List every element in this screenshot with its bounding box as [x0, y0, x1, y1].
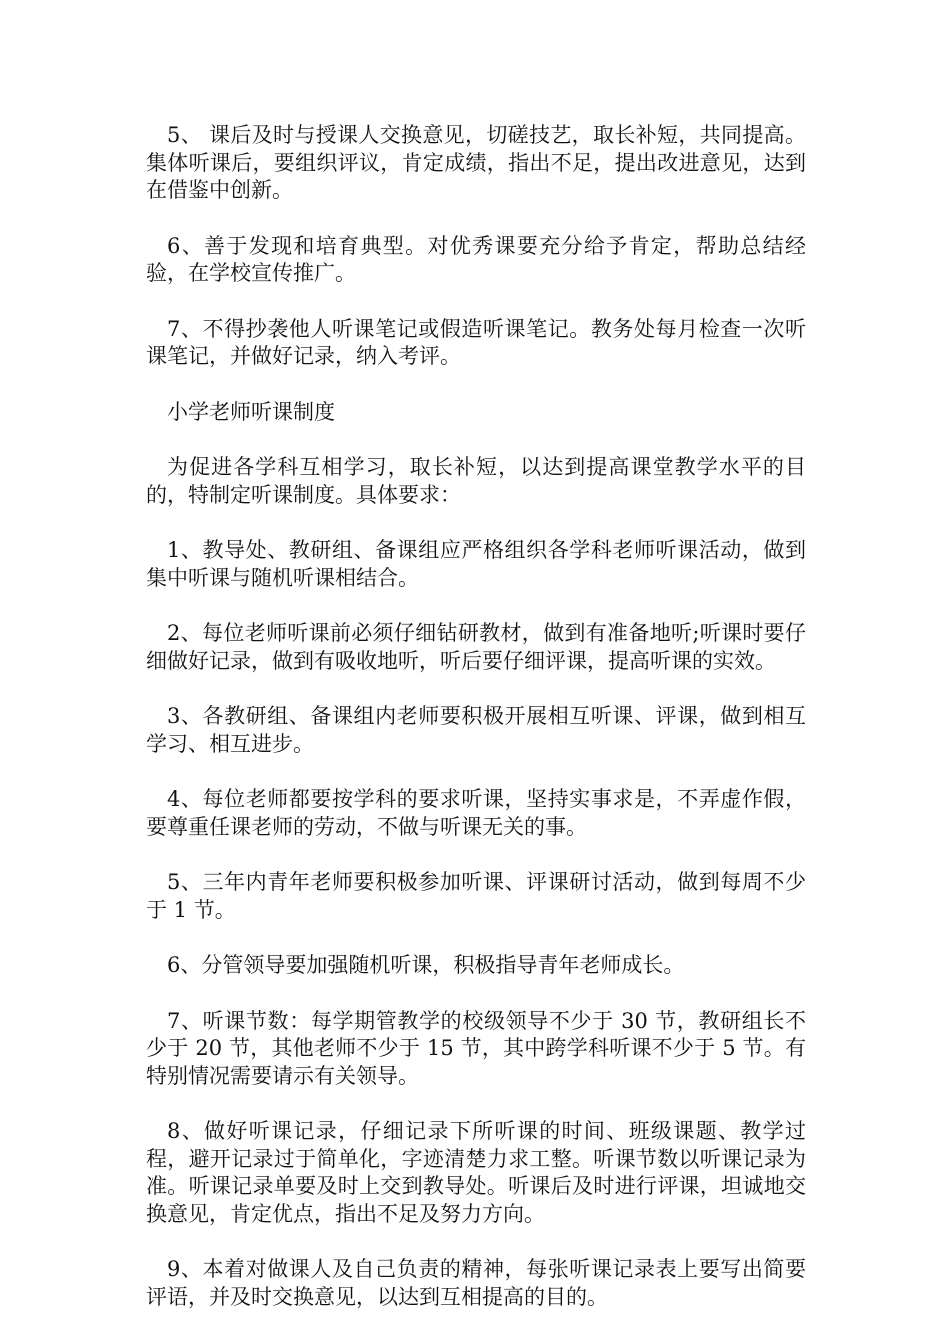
- paragraph-item-7: 7、不得抄袭他人听课笔记或假造听课笔记。教务处每月检查一次听课笔记，并做好记录，纳入考评。: [146, 316, 806, 368]
- intro-paragraph: 为促进各学科互相学习，取长补短，以达到提高课堂教学水平的目的，特制定听课制度。具体要求：: [146, 455, 806, 507]
- paragraph-item-6: 6、善于发现和培育典型。对优秀课要充分给予肯定，帮助总结经验，在学校宣传推广。: [146, 233, 806, 285]
- rule-item-3: 3、各教研组、备课组内老师要积极开展相互听课、评课，做到相互学习、相互进步。: [146, 704, 806, 756]
- rule-item-6: 6、分管领导要加强随机听课，积极指导青年老师成长。: [167, 953, 685, 977]
- paragraph-item-5: 5、 课后及时与授课人交换意见，切磋技艺，取长补短，共同提高。集体听课后，要组织评议，肯定成绩，指出不足，提出改进意见，达到在借鉴中创新。: [146, 123, 806, 202]
- rule-item-8: 8、做好听课记录，仔细记录下所听课的时间、班级课题、教学过程，避开记录过于简单化，字迹清楚力求工整。听课节数以听课记录为准。听课记录单要及时上交到教导处。听课后及时进行评课，坦诚地交换意见，肯定优点，指出不足及努力方向。: [146, 1119, 806, 1226]
- rule-item-2: 2、每位老师听课前必须仔细钻研教材，做到有准备地听;听课时要仔细做好记录，做到有吸收地听，听后要仔细评课，提高听课的实效。: [146, 621, 806, 673]
- rule-item-5: 5、三年内青年老师要积极参加听课、评课研讨活动，做到每周不少于 1 节。: [146, 870, 806, 922]
- rule-item-4: 4、每位老师都要按学科的要求听课，坚持实事求是，不弄虚作假，要尊重任课老师的劳动，不做与听课无关的事。: [146, 787, 806, 839]
- rule-item-7: 7、听课节数：每学期管教学的校级领导不少于 30 节，教研组长不少于 20 节，其他老师不少于 15 节，其中跨学科听课不少于 5 节。有特别情况需要请示有关领导。: [146, 1008, 806, 1088]
- rule-item-1: 1、教导处、教研组、备课组应严格组织各学科老师听课活动，做到集中听课与随机听课相结合。: [146, 538, 806, 590]
- section-title: 小学老师听课制度: [167, 399, 335, 424]
- document-page: [146, 122, 806, 1339]
- rule-item-9: 9、本着对做课人及自己负责的精神，每张听课记录表上要写出简要评语，并及时交换意见，以达到互相提高的目的。: [146, 1257, 806, 1309]
